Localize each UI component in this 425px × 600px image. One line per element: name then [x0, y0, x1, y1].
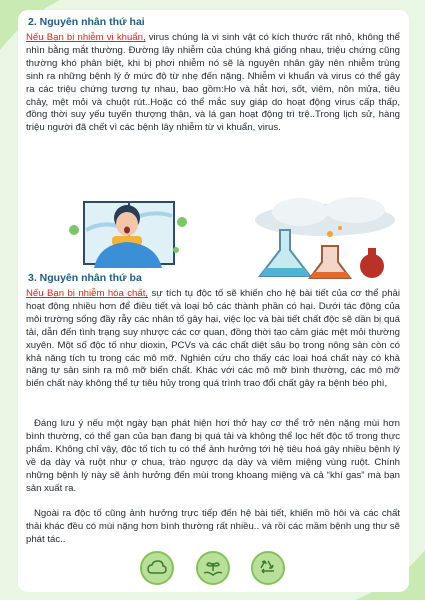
sick-person-illustration — [64, 200, 194, 268]
section-2-paragraph — [26, 32, 400, 135]
lab-flasks-illustration — [240, 190, 410, 280]
co2-cloud-icon — [140, 551, 174, 585]
section-3-paragraph-3: Ngoài ra độc tố cũng ảnh hưởng trực tiếp đến hệ bài tiết, khiến mồ hôi và các chất thải khác đều có mùi nặng hơn bình thường rất nhiều.. và rồi các mầm bệnh ung thư sẽ phát tác.. — [26, 508, 400, 545]
section-3-paragraph-1 — [26, 288, 400, 391]
recycle-icon — [251, 551, 285, 585]
hands-plant-icon — [196, 551, 230, 585]
section-3-highlight: Nếu Bạn bị nhiễm hóa chất, — [26, 288, 149, 299]
section-2-text: virus chúng là vi sinh vật có kích thước rất nhỏ, không thể nhìn bằng mắt thường. Đường lây nhiễm của chúng khá giống nhau, triệu chứng cũng thường khó phân biệt, khi bị phơi nhiễm nó sẽ là nguyên nhân gây nên nhiễm trùng sinh ra những bệnh lý ở mức độ từ nhẹ đến nặng. Nhiễm vi khuẩn và virus có thể gây ra các triệu chứng tương tự nhau, bao gồm:Ho và hắt hơi, sốt, viêm, nôn mửa, tiêu chảy, mệt mỏi và chuột rút..Hoặc có thể mắc suy giáp do hoạt động virus cấp thấp, đồng thời suy yếu tuyến thượng thận, và lá gan hoạt động trì trệ..Trong lịch sử, hàng triệu người đã chết vì các bệnh lây nhiễm từ vi khuẩn, virus. — [26, 32, 401, 134]
section-3-paragraph-2: Đáng lưu ý nếu một ngày bạn phát hiện hơi thở hay cơ thể trở nên nặng mùi hơn bình thường, có thể gan của bạn đang bị quá tải và không thể lọc hết độc tố trong thực phẩm. Không chỉ vậy, độc tố tích tụ có thể ảnh hưởng tới hệ tiêu hoá gây nhiều bệnh lý về dạ dày và ruột như ợ chua, trào ngược dạ dày và viêm miệng vùng ruột. Chính những bệnh lý này sẽ ảnh hưởng đến mùi trong khoang miệng và cả “khí gas” mà bạn sản xuất ra. — [26, 418, 400, 494]
section-3-heading: 3. Nguyên nhân thứ ba — [28, 272, 142, 284]
footer-icons — [140, 552, 285, 584]
section-3-text-1: sự tích tụ độc tố sẽ khiến cho hệ bài tiết của cơ thể phải hoạt động nhiều hơn để điều tiết và loại bỏ các thành phần có hại. Dưới tác động của môi trường sống đầy rẫy các nhân tố gây hại, việc lọc và bài tiết chất độc sẽ dần bị quá tải, dẫn đến tình trạng suy nhược các cơ quan, đồng thời tạo cảm giác mệt mỏi thường xuyên. Một số độc tố như dioxin, PCVs và các chất diệt sâu bọ trong nông sản còn có khả năng tích tụ trong các mô mỡ. Nghiên cứu cho thấy các loại hoá chất này có khả năng tự sản sinh ra mô mỡ biến chất. Khác với các mô mỡ bình thường, các mô mỡ biến chất này không thể tự tiêu hủy trong quá trình trao đổi chất gây ra bệnh béo phì, — [26, 288, 400, 390]
section-2-highlight: Nếu Bạn bị nhiễm vi khuẩn, — [26, 32, 146, 43]
section-2-heading: 2. Nguyên nhân thứ hai — [28, 16, 145, 28]
